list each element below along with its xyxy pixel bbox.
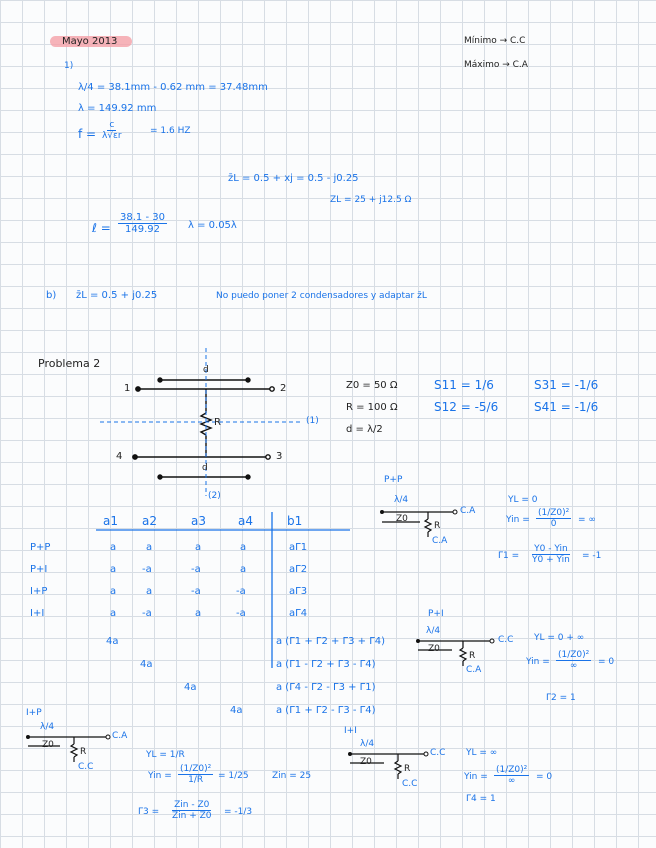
ii-yin-num: (1/Z0)² [496, 765, 528, 775]
table-cell: -a [142, 608, 152, 619]
param-d: d = λ/2 [346, 424, 383, 435]
ip-end: C.A [112, 731, 128, 741]
ip-gamma-den: Zin + Z0 [172, 811, 212, 821]
ii-title: I+I [344, 726, 357, 736]
table-cell: a [110, 542, 117, 553]
sum-a1: 4a [106, 636, 119, 647]
sum-a3: 4a [184, 682, 197, 693]
ii-gamma: Γ4 = 1 [466, 794, 496, 804]
ii-load: C.C [402, 779, 418, 789]
minimum-note: Mínimo → C.C [464, 36, 526, 46]
ip-lambda: λ/4 [40, 722, 55, 732]
ip-yin-lhs: Yin = [148, 771, 172, 781]
frequency-lhs: f = [78, 127, 97, 141]
pp-gamma-num: Y0 - Yin [534, 544, 568, 554]
port-4-label: 4 [116, 451, 123, 462]
s12-value: S12 = -5/6 [434, 400, 499, 414]
col-a3: a3 [191, 514, 206, 528]
quarter-wavelength-line: λ/4 = 38.1mm - 0.62 mm = 37.48mm [78, 82, 268, 93]
pi-yin-lhs: Yin = [526, 657, 550, 667]
port-3-label: 3 [276, 451, 283, 462]
ip-gamma-lhs: Γ3 = [138, 807, 160, 817]
b-sum-2: a (Γ1 - Γ2 + Γ3 - Γ4) [276, 659, 376, 670]
pi-lambda: λ/4 [426, 626, 441, 636]
b-sum-1: a (Γ1 + Γ2 + Γ3 + Γ4) [276, 636, 386, 647]
pp-yl: YL = 0 [508, 495, 538, 505]
table-cell: a [146, 586, 153, 597]
ii-yin-rhs: = 0 [536, 772, 553, 782]
ip-gamma-fraction [170, 800, 214, 821]
pp-z0: Z0 [396, 514, 408, 524]
table-cell: a [110, 586, 117, 597]
table-cell: -a [236, 608, 246, 619]
frequency-denominator: λ√εr [102, 131, 122, 141]
ii-yl: YL = ∞ [466, 748, 498, 758]
port-1-label: 1 [124, 383, 131, 394]
table-b-cell: aΓ1 [289, 542, 308, 553]
pp-yin-num: (1/Z0)² [538, 508, 570, 518]
pp-r: R [434, 521, 441, 531]
pi-r: R [469, 651, 476, 661]
length-lhs: ℓ = [92, 221, 111, 235]
pp-yin-den: 0 [550, 519, 557, 529]
pp-gamma-fraction [530, 544, 572, 565]
pi-end: C.C [498, 635, 514, 645]
table-cell: a [240, 542, 247, 553]
pp-title: P+P [384, 475, 403, 485]
table-cell: a [195, 608, 202, 619]
ip-title: I+P [26, 708, 42, 718]
table-cell: -a [142, 564, 152, 575]
s11-value: S11 = 1/6 [434, 378, 494, 392]
pp-gamma-den: Y0 + Yin [532, 555, 570, 565]
symmetry-plane-2: (2) [208, 491, 221, 501]
ip-zin: Zin = 25 [272, 771, 312, 781]
param-z0: Z0 = 50 Ω [346, 380, 398, 391]
col-a2: a2 [142, 514, 157, 528]
ip-yin-num: (1/Z0)² [180, 764, 212, 774]
s31-value: S31 = -1/6 [534, 378, 599, 392]
col-a1: a1 [103, 514, 118, 528]
wavelength-line: λ = 149.92 mm [78, 103, 157, 114]
normalized-load-line: z̄L = 0.5 + xj = 0.5 - j0.25 [228, 173, 359, 184]
ii-lambda: λ/4 [360, 739, 375, 749]
problem-1-label: 1) [64, 61, 74, 71]
table-cell: -a [191, 586, 201, 597]
row-label: P+I [30, 564, 48, 575]
col-a4: a4 [238, 514, 253, 528]
pi-z0: Z0 [428, 644, 440, 654]
ip-gamma-num: Zin - Z0 [174, 800, 210, 810]
pp-end: C.A [460, 506, 476, 516]
port-2-label: 2 [280, 383, 287, 394]
ip-r: R [80, 747, 87, 757]
load-impedance-line: ZL = 25 + j12.5 Ω [330, 195, 412, 205]
ip-yl: YL = 1/R [146, 750, 185, 760]
pp-lambda: λ/4 [394, 495, 409, 505]
pp-load: C.A [432, 536, 448, 546]
length-denominator: 149.92 [124, 224, 160, 235]
pp-yin-lhs: Yin = [506, 515, 530, 525]
row-label: P+P [30, 542, 51, 553]
part-b-label: b) [46, 290, 57, 301]
date-heading: Mayo 2013 [62, 36, 118, 47]
row-label: I+P [30, 586, 48, 597]
top-d-label: d [203, 365, 209, 375]
table-cell: -a [236, 586, 246, 597]
pi-load: C.A [466, 665, 482, 675]
table-cell: a [146, 542, 153, 553]
ip-load: C.C [78, 762, 94, 772]
pi-yin-rhs: = 0 [598, 657, 615, 667]
ip-yin-den: 1/R [188, 775, 204, 785]
pi-yin-den: ∞ [569, 661, 578, 671]
pp-gamma-rhs: = -1 [582, 551, 602, 561]
length-numerator: 38.1 - 30 [120, 212, 165, 223]
pp-yin-fraction [536, 508, 571, 529]
col-b1: b1 [287, 514, 303, 528]
part-b-note: No puedo poner 2 condensadores y adaptar z̄L [216, 291, 427, 301]
ii-z0: Z0 [360, 757, 372, 767]
ip-yin-fraction [178, 764, 213, 785]
table-b-cell: aΓ4 [289, 608, 308, 619]
table-cell: a [240, 564, 247, 575]
length-result: λ = 0.05λ [188, 220, 237, 231]
ip-gamma-rhs: = -1/3 [224, 807, 253, 817]
ip-z0: Z0 [42, 740, 54, 750]
pi-gamma: Γ2 = 1 [546, 693, 576, 703]
ii-yin-fraction [494, 765, 529, 786]
ip-yin-rhs: = 1/25 [218, 771, 249, 781]
symmetry-plane-1: (1) [306, 416, 319, 426]
bottom-d-label: d [202, 463, 208, 473]
pi-title: P+I [428, 609, 444, 619]
s41-value: S41 = -1/6 [534, 400, 599, 414]
pi-yin-fraction [556, 650, 591, 671]
b-sum-4: a (Γ1 + Γ2 - Γ3 - Γ4) [276, 705, 376, 716]
frequency-result: = 1.6 HZ [150, 126, 191, 136]
table-cell: a [195, 542, 202, 553]
table-cell: a [110, 564, 117, 575]
resistor-label: R [214, 417, 221, 428]
pp-gamma-lhs: Γ1 = [498, 551, 520, 561]
sum-a2: 4a [140, 659, 153, 670]
sum-a4: 4a [230, 705, 243, 716]
problem-2-title: Problema 2 [38, 357, 101, 370]
pi-yin-num: (1/Z0)² [558, 650, 590, 660]
pp-yin-rhs: = ∞ [578, 515, 596, 525]
maximum-note: Máximo → C.A [464, 60, 528, 70]
table-b-cell: aΓ3 [289, 586, 308, 597]
row-label: I+I [30, 608, 45, 619]
table-b-cell: aΓ2 [289, 564, 308, 575]
ii-r: R [404, 764, 411, 774]
frequency-numerator: c [109, 120, 115, 130]
ii-yin-den: ∞ [507, 776, 516, 786]
table-cell: a [110, 608, 117, 619]
b-sum-3: a (Γ4 - Γ2 - Γ3 + Γ1) [276, 682, 376, 693]
ii-end: C.C [430, 748, 446, 758]
ii-yin-lhs: Yin = [464, 772, 488, 782]
param-r: R = 100 Ω [346, 402, 398, 413]
table-cell: -a [191, 564, 201, 575]
pi-yl: YL = 0 + ∞ [534, 633, 585, 643]
part-b-load: z̄L = 0.5 + j0.25 [76, 290, 158, 301]
